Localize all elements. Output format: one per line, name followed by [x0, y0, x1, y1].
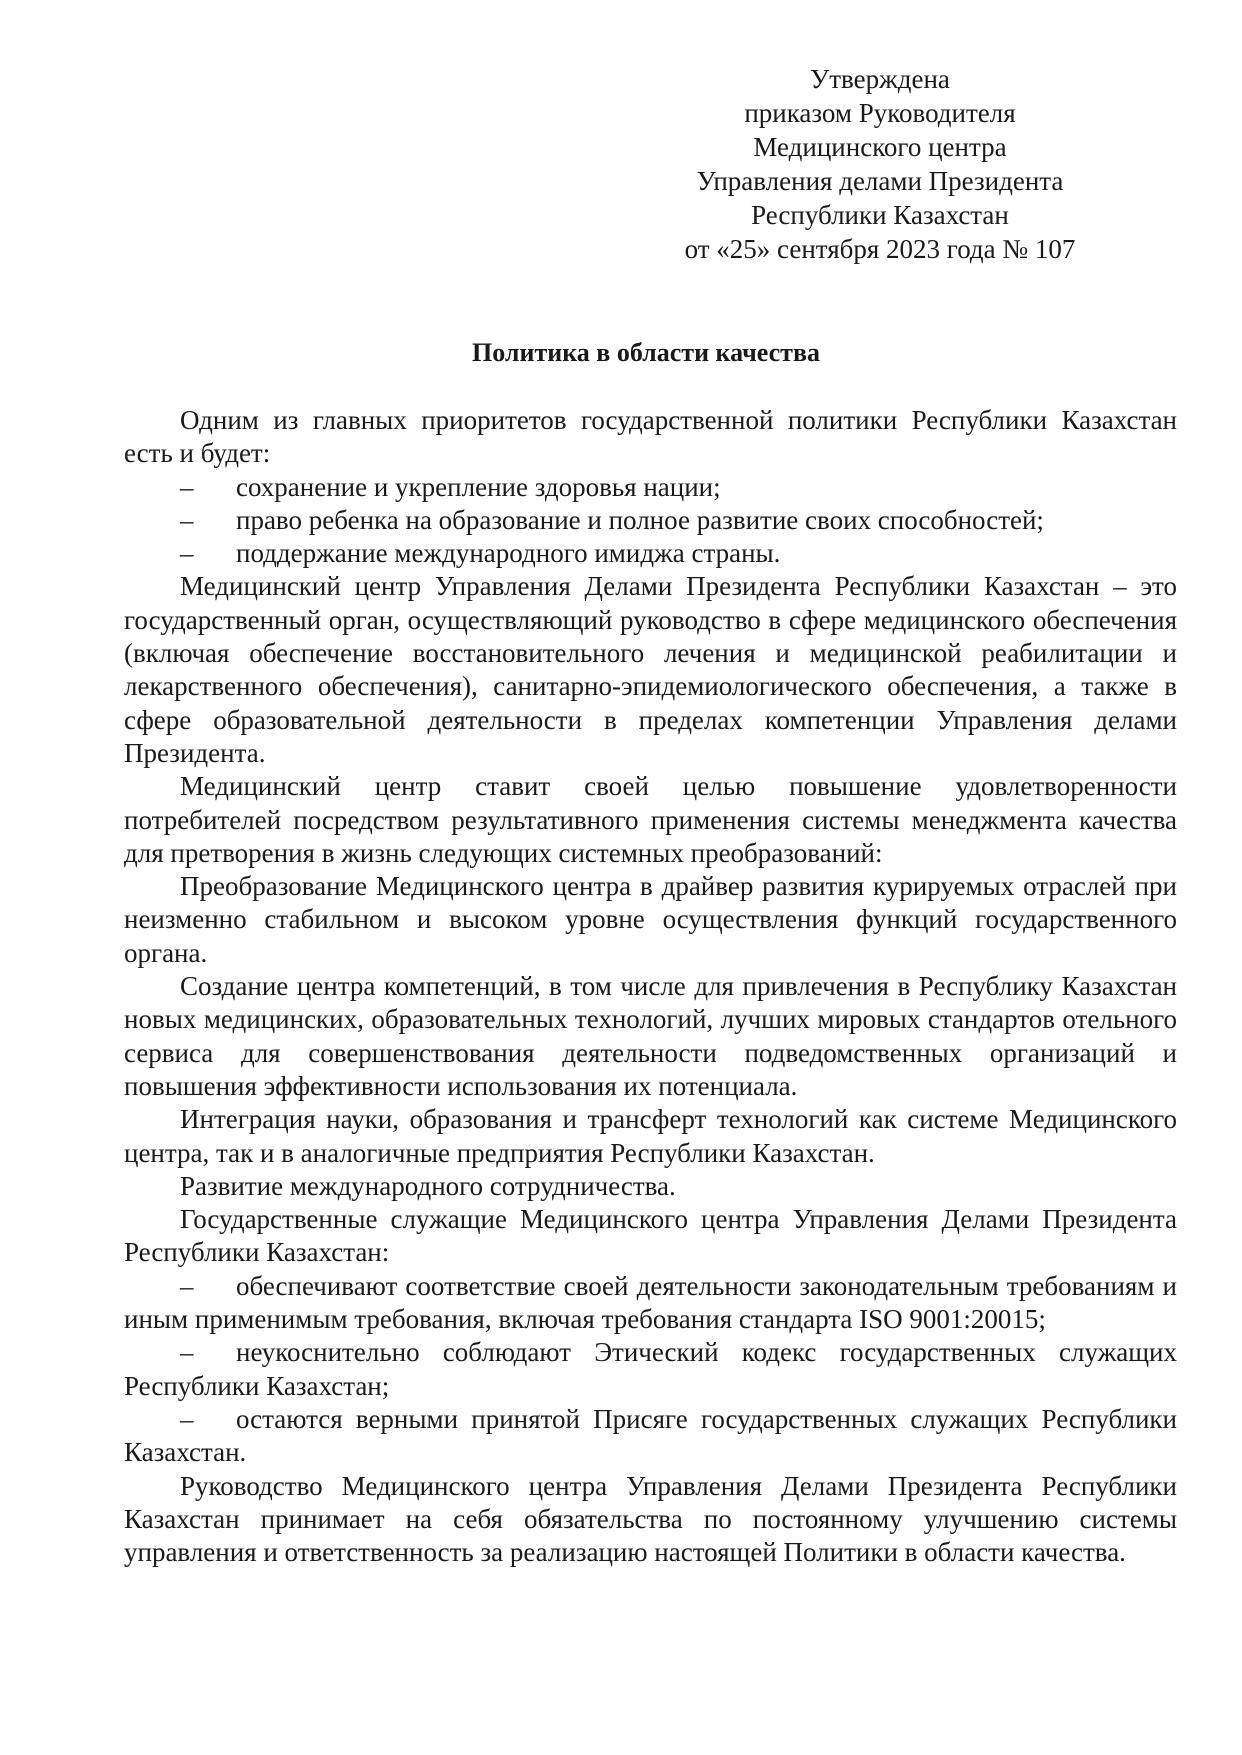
- dash-marker: –: [180, 1337, 194, 1368]
- dash-marker: –: [180, 1270, 194, 1301]
- approval-date-line: от «25» сентября 2023 года № 107: [684, 234, 1076, 264]
- paragraph: Создание центра компетенций, в том числе для привлечения в Республику Казахстан новых медицинских, образовательных технологий, лучших мировых стандартов отельного сервиса для совершенствования деятельности подведомственных организаций и повышения эффективности использования их потенциала.: [124, 971, 1177, 1101]
- list-item: [124, 1336, 1177, 1403]
- paragraph: Руководство Медицинского центра Управления Делами Президента Республики Казахстан принимает на себя обязательства по постоянному улучшению системы управления и ответственность за реализацию настоящей Политики в области качества.: [124, 1470, 1177, 1568]
- paragraph: Медицинский центр Управления Делами Президента Республики Казахстан – это государственный орган, осуществляющий руководство в сфере медицинского обеспечения (включая обеспечение восстановительного лечения и медицинской реабилитации и лекарственного обеспечения), санитарно-эпидемиологического обеспечения, а также в сфере образовательной деятельности в пределах компетенции Управления делами Президента.: [124, 571, 1177, 768]
- list-item-text: остаются верными принятой Присяге государственных служащих Республики Казахстан.: [124, 1403, 1177, 1468]
- list-item-text: обеспечивают соответствие своей деятельности законодательным требованиям и иным применимым требования, включая требования стандарта ISO 9001:20015;: [124, 1270, 1177, 1335]
- list-item: [124, 504, 1177, 537]
- paragraph: Преобразование Медицинского центра в драйвер развития курируемых отраслей при неизменно стабильном и высоком уровне осуществления функций государственного органа.: [124, 871, 1177, 968]
- approval-line: приказом Руководителя: [744, 98, 1016, 128]
- paragraph: Интеграция науки, образования и трансферт технологий как системе Медицинского центра, так и в аналогичные предприятия Республики Казахстан.: [124, 1104, 1177, 1168]
- document-title: Политика в области качества: [472, 338, 820, 367]
- list-item-text: сохранение и укрепление здоровья нации;: [236, 471, 721, 502]
- approval-line: Медицинского центра: [753, 132, 1007, 162]
- paragraph: Медицинский центр ставит своей целью повышение удовлетворенности потребителей посредством результативного применения системы менеджмента качества для претворения в жизнь следующих системных преобразований:: [124, 771, 1177, 868]
- list-item-text: право ребенка на образование и полное развитие своих способностей;: [236, 504, 1044, 535]
- paragraph: Развитие международного сотрудничества.: [180, 1170, 676, 1201]
- list-item: [124, 1403, 1177, 1470]
- paragraph: Одним из главных приоритетов государственной политики Республики Казахстан есть и будет:: [124, 405, 1177, 469]
- list-item: [124, 471, 1177, 504]
- approval-line: Управления делами Президента: [696, 166, 1064, 196]
- approval-line: Утверждена: [810, 64, 950, 94]
- list-item: [124, 537, 1177, 570]
- list-item: [124, 1270, 1177, 1337]
- approval-line: Республики Казахстан: [751, 200, 1009, 230]
- dash-marker: –: [180, 1403, 194, 1434]
- document-body: [124, 404, 1177, 1569]
- paragraph: Государственные служащие Медицинского центра Управления Делами Президента Республики Казахстан:: [124, 1204, 1177, 1268]
- list-item-text: поддержание международного имиджа страны.: [236, 538, 781, 569]
- list-item-text: неукоснительно соблюдают Этический кодекс государственных служащих Республики Казахстан;: [124, 1337, 1177, 1401]
- approval-stamp-block: [570, 62, 1190, 266]
- dash-marker: –: [180, 504, 194, 535]
- dash-marker: –: [180, 538, 194, 569]
- dash-marker: –: [180, 471, 194, 502]
